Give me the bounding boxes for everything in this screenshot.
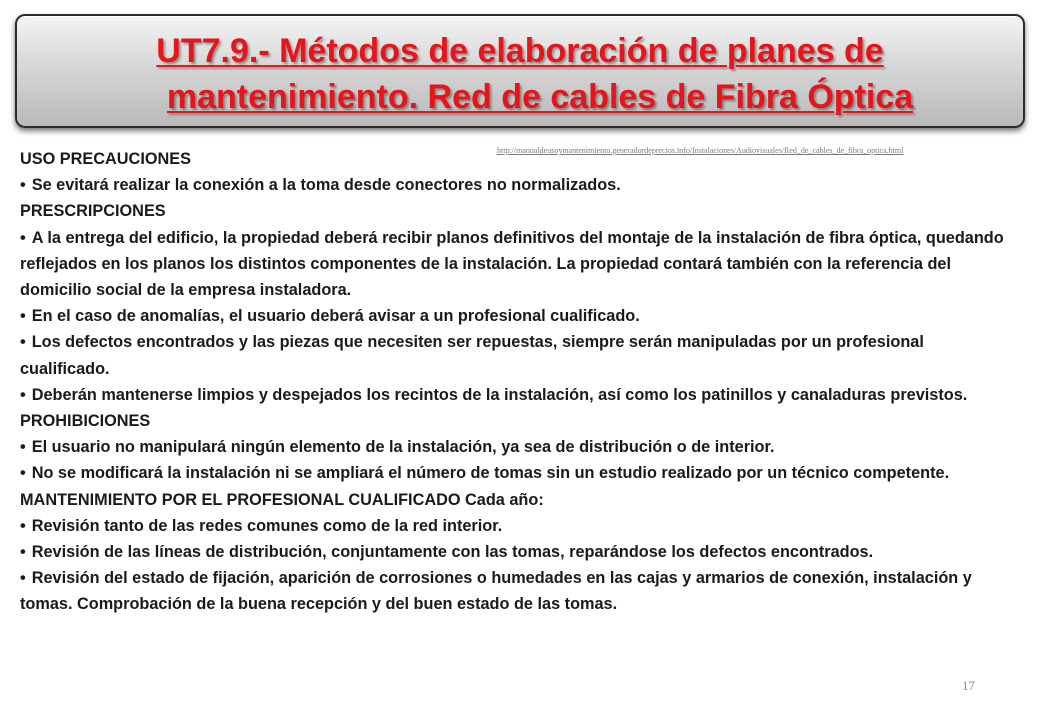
bullet-item: • Revisión tanto de las redes comunes como de la red interior. bbox=[20, 513, 1005, 539]
page-number: 17 bbox=[962, 678, 975, 693]
slide-body bbox=[20, 146, 1005, 618]
bullet-item: • Se evitará realizar la conexión a la toma desde conectores no normalizados. bbox=[20, 172, 1005, 198]
bullet-item: • Los defectos encontrados y las piezas que necesiten ser repuestas, siempre serán manipuladas por un profesional cualificado. bbox=[20, 329, 1005, 381]
bullet-item: • Deberán mantenerse limpios y despejados los recintos de la instalación, así como los patinillos y canaladuras previstos. bbox=[20, 382, 1005, 408]
slide-title bbox=[17, 28, 1023, 120]
heading-prescripciones: PRESCRIPCIONES bbox=[20, 202, 166, 221]
slide-title-line-2: mantenimiento. Red de cables de Fibra Óptica bbox=[166, 78, 914, 116]
bullet-item: • Revisión del estado de fijación, aparición de corrosiones o humedades en las cajas y armarios de conexión, instalación y tomas. Comprobación de la buena recepción y del buen estado de las tomas. bbox=[20, 565, 1005, 617]
heading-uso-precauciones: USO PRECAUCIONES bbox=[20, 150, 191, 168]
bullet-item: • A la entrega del edificio, la propiedad deberá recibir planos definitivos del montaje de la instalación de fibra óptica, quedando reflejados en los planos los distintos componentes de la instalación. La propiedad contará también con la referencia del domicilio social de la empresa instaladora. bbox=[20, 225, 1005, 304]
bullet-item: • Revisión de las líneas de distribución, conjuntamente con las tomas, reparándose los defectos encontrados. bbox=[20, 539, 1005, 565]
bullet-item: • El usuario no manipulará ningún elemento de la instalación, ya sea de distribución o de interior. bbox=[20, 434, 1005, 460]
title-banner bbox=[15, 14, 1025, 128]
bullet-item: • En el caso de anomalías, el usuario deberá avisar a un profesional cualificado. bbox=[20, 303, 1005, 329]
source-link[interactable]: http://manualdeusoymantenimiento.generadordeprecios.info/Instalaciones/Audiovisuales/Red_de_cables_de_fibra_optica.html bbox=[497, 146, 904, 155]
heading-prohibiciones: PROHIBICIONES bbox=[20, 412, 151, 431]
slide-title-line-1: UT7.9.- Métodos de elaboración de planes de bbox=[156, 32, 884, 70]
bullet-item: • No se modificará la instalación ni se ampliará el número de tomas sin un estudio realizado por un técnico competente. bbox=[20, 460, 1005, 486]
heading-mantenimiento: MANTENIMIENTO POR EL PROFESIONAL CUALIFICADO Cada año: bbox=[20, 490, 544, 509]
